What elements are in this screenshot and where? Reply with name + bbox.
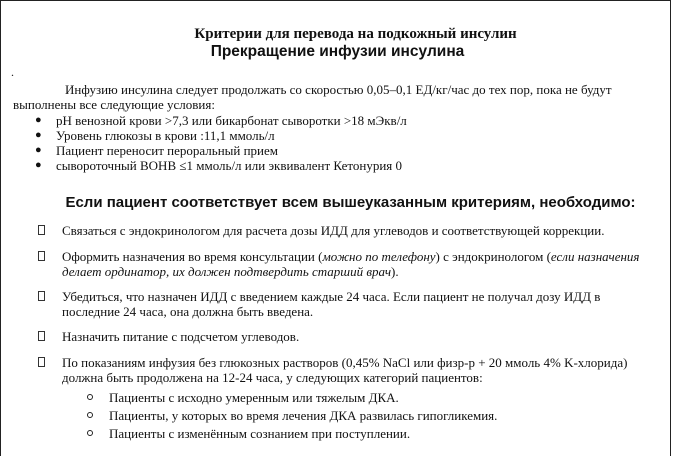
document-title: Критерии для перевода на подкожный инсулин — [194, 26, 517, 42]
checkbox-icon — [38, 331, 45, 341]
list-item — [1, 426, 497, 444]
intro-text: Инфузию инсулина следует продолжать со скоростью 0,05–0,1 ЕД/кг/час до тех пор, пока не будут выполнены все следующие условия: — [13, 82, 612, 112]
category-text: Пациенты с исходно умеренным или тяжелым ДКА. — [109, 390, 399, 405]
action-text: По показаниям инфузия без глюкозных растворов (0,45% NaCl или физр-р + 20 ммоль 4% K-хлорида) должна быть продолжена на 12-24 часа, у следующих категорий пациентов: — [62, 355, 628, 385]
list-item — [1, 408, 497, 426]
list-item — [1, 390, 497, 408]
bullet-icon: ● — [35, 144, 42, 156]
document-subtitle: Прекращение инфузии инсулина — [210, 43, 465, 60]
circle-bullet-icon — [87, 412, 93, 418]
circle-bullet-icon — [87, 430, 93, 436]
checkbox-icon — [38, 225, 45, 235]
section-heading: Если пациент соответствует всем вышеуказанным критериям, необходимо: — [65, 194, 636, 211]
category-text: Пациенты с изменённым сознанием при поступлении. — [109, 426, 411, 441]
action-item — [1, 249, 661, 279]
checkbox-icon — [38, 357, 45, 367]
action-text: Связаться с эндокринологом для расчета дозы ИДД для углеводов и соответствующей коррекции. — [62, 223, 605, 238]
bullet-icon: ● — [35, 159, 42, 171]
checkbox-icon — [38, 291, 45, 301]
conditions-list — [1, 113, 407, 173]
condition-text: Уровень глюкозы в крови :11,1 ммоль/л — [56, 128, 275, 143]
action-item — [1, 289, 661, 319]
action-item — [1, 223, 661, 238]
action-text: Назначить питание с подсчетом углеводов. — [62, 329, 300, 344]
categories-list — [1, 390, 497, 444]
action-item — [1, 329, 661, 344]
action-text — [62, 249, 661, 279]
list-item — [1, 113, 407, 128]
action-text-italic: можно по телефону — [322, 249, 436, 264]
list-item — [1, 158, 407, 173]
condition-text: сывороточный ВОНВ ≤1 ммоль/л или эквивалент Кетонурия 0 — [56, 158, 403, 173]
bullet-icon: ● — [35, 129, 42, 141]
action-text-part: ) с эндокринологом ( — [435, 249, 551, 264]
action-text-part: ). — [391, 264, 399, 279]
list-item — [1, 143, 407, 158]
bullet-icon: ● — [35, 114, 42, 126]
category-text: Пациенты, у которых во время лечения ДКА развилась гипогликемия. — [109, 408, 498, 423]
action-item — [1, 355, 661, 385]
checkbox-icon — [38, 251, 45, 261]
action-text-italic: если назначения делает ординатор, их должен подтвердить старший врач — [62, 249, 640, 279]
condition-text: pH венозной крови >7,3 или бикарбонат сыворотки >18 мЭкв/л — [56, 113, 407, 128]
action-text: Убедиться, что назначен ИДД с введением каждые 24 часа. Если пациент не получал дозу ИДД в последние 24 часа, она должна быть введена. — [62, 289, 601, 319]
stray-mark: . — [11, 65, 14, 79]
intro-paragraph — [13, 82, 653, 112]
condition-text: Пациент переносит пероральный прием — [56, 143, 279, 158]
circle-bullet-icon — [87, 394, 93, 400]
action-text-part: Оформить назначения во время консультации ( — [62, 249, 323, 264]
list-item — [1, 128, 407, 143]
